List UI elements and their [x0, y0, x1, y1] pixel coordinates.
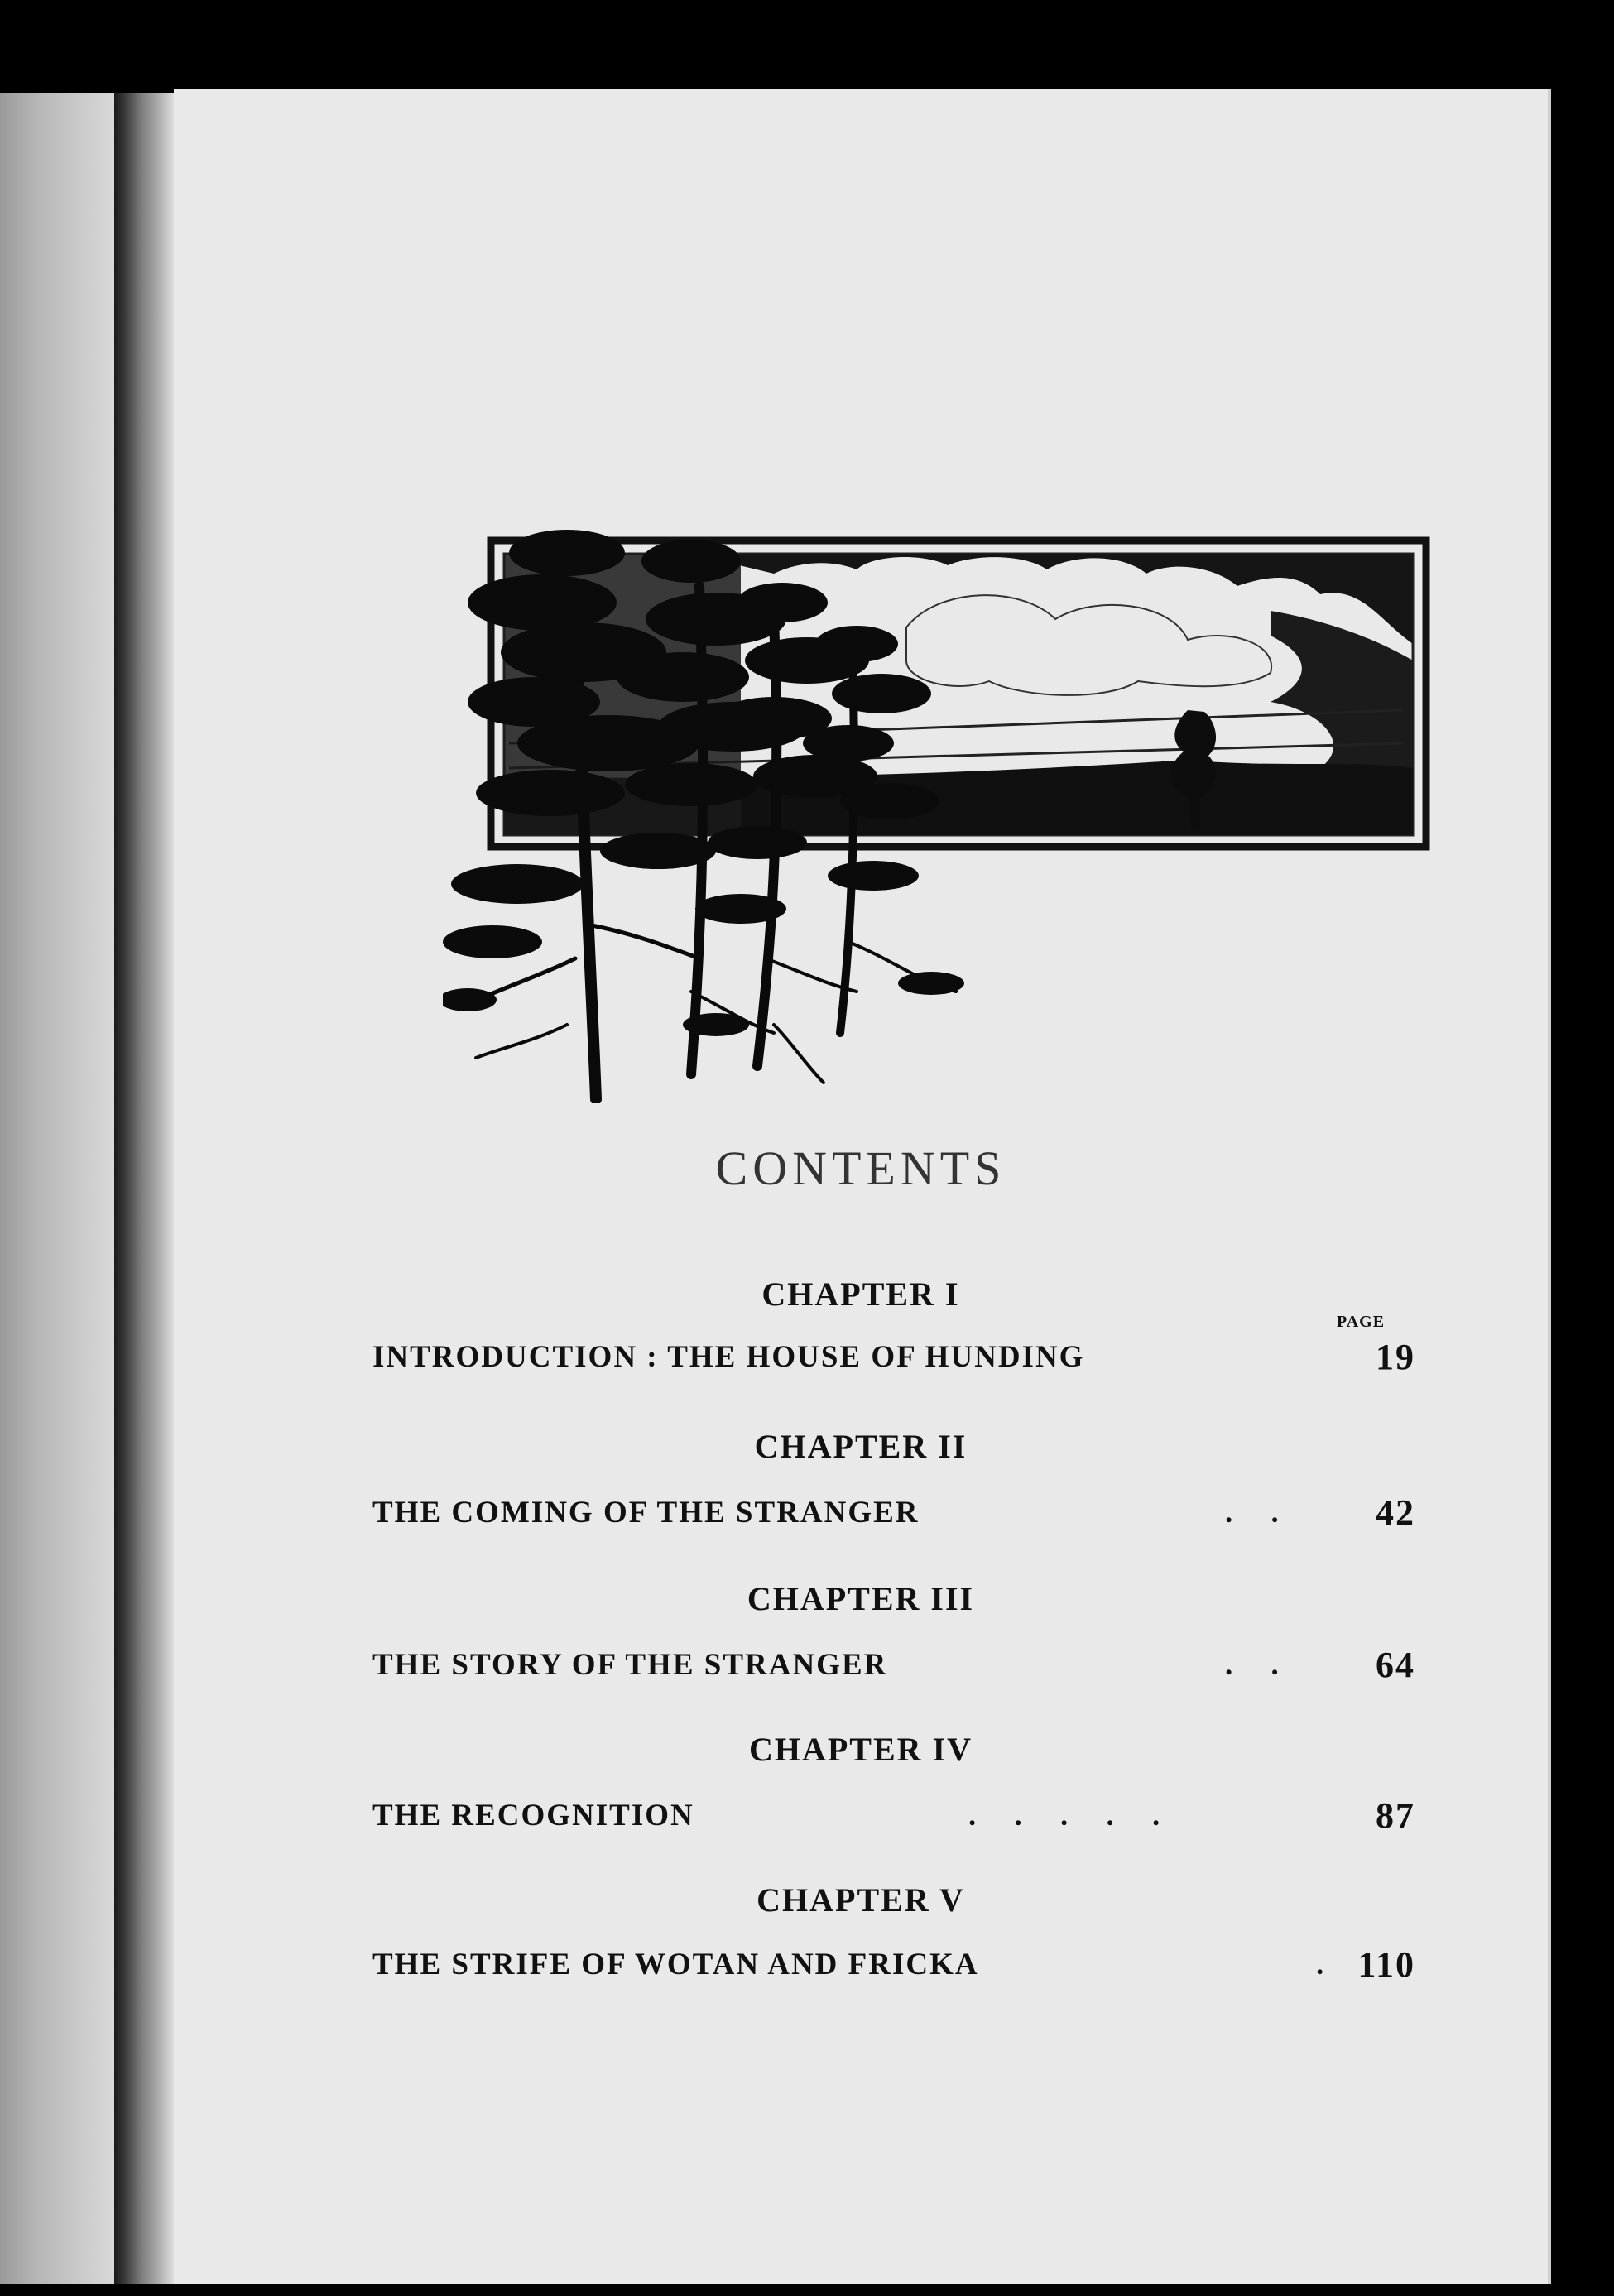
table-of-contents — [174, 89, 1548, 2284]
facing-page-edge — [0, 93, 114, 2284]
chapter-label: CHAPTER II — [754, 1428, 968, 1465]
chapter-title: INTRODUCTION : THE HOUSE OF HUNDING — [372, 1340, 1085, 1374]
page-number: 19 — [1376, 1337, 1415, 1377]
leader-dots: . . — [1225, 1496, 1279, 1530]
page-number: 110 — [1357, 1944, 1415, 1985]
chapter-label: CHAPTER I — [761, 1275, 960, 1313]
chapter-title: THE STRIFE OF WOTAN AND FRICKA — [372, 1948, 979, 1981]
leader-dots: . . . . . — [968, 1799, 1160, 1832]
chapter-label: CHAPTER V — [757, 1881, 965, 1919]
page-number: 64 — [1376, 1645, 1415, 1685]
toc-entry — [372, 1492, 1415, 1536]
chapter-title: THE RECOGNITION — [372, 1799, 694, 1832]
toc-entry — [372, 1339, 1415, 1381]
book-gutter — [114, 93, 174, 2284]
contents-title: CONTENTS — [715, 1141, 1006, 1195]
chapter-label: CHAPTER III — [747, 1580, 975, 1617]
leader-dots: . . — [1225, 1648, 1279, 1682]
page-number: 87 — [1376, 1795, 1415, 1836]
chapter-title: THE COMING OF THE STRANGER — [372, 1496, 920, 1530]
chapter-title: THE STORY OF THE STRANGER — [372, 1648, 888, 1682]
leader-dots: . — [1316, 1948, 1324, 1981]
page-column-header: PAGE — [1337, 1313, 1386, 1331]
contents-page — [174, 89, 1551, 2284]
chapter-label: CHAPTER IV — [748, 1731, 973, 1768]
toc-entry — [372, 1944, 1415, 1988]
page-number: 42 — [1376, 1492, 1415, 1533]
toc-entry — [372, 1795, 1415, 1839]
toc-entry — [372, 1647, 1415, 1688]
